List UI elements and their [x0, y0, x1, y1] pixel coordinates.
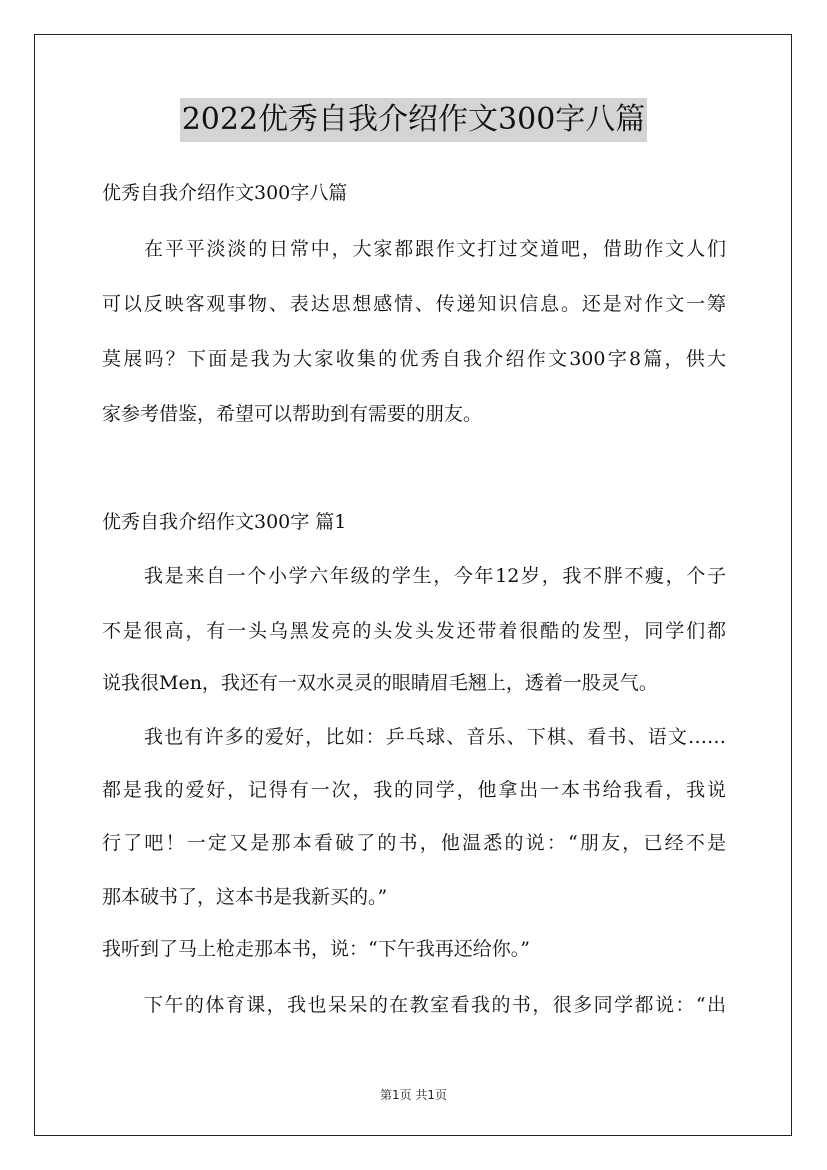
paragraph-line: 可以反映客观事物、表达思想感情、传递知识信息。还是对作文一筹 [102, 293, 726, 315]
paragraph-line: 在平平淡淡的日常中，大家都跟作文打过交道吧，借助作文人们 [144, 238, 726, 260]
paragraph-line: 都是我的爱好，记得有一次，我的同学，他拿出一本书给我看，我说 [102, 779, 726, 801]
paragraph-line: 下午的体育课，我也呆呆的在教室看我的书，很多同学都说：“出 [144, 994, 726, 1016]
paragraph-line: 行了吧！一定又是那本看破了的书，他温悉的说：“朋友，已经不是 [102, 832, 726, 854]
title-container [0, 98, 827, 142]
paragraph-line: 那本破书了，这本书是我新买的。” [102, 886, 388, 908]
section-heading: 优秀自我介绍作文300字 篇1 [102, 511, 347, 533]
paragraph-line: 家参考借鉴，希望可以帮助到有需要的朋友。 [102, 403, 483, 425]
paragraph-line: 我听到了马上枪走那本书，说：“下午我再还给你。” [102, 938, 530, 960]
subtitle-line: 优秀自我介绍作文300字八篇 [102, 182, 348, 204]
page-number: 第1页 共1页 [379, 1088, 448, 1102]
document-title: 2022优秀自我介绍作文300字八篇 [180, 98, 648, 142]
paragraph-line: 不是很高，有一头乌黑发亮的头发头发还带着很酷的发型，同学们都 [102, 620, 726, 642]
paragraph-line: 我是来自一个小学六年级的学生，今年12岁，我不胖不瘦，个子 [144, 565, 726, 587]
paragraph-line: 我也有许多的爱好，比如：乒乓球、音乐、下棋、看书、语文…… [144, 726, 726, 748]
paragraph-line: 莫展吗？下面是我为大家收集的优秀自我介绍作文300字8篇，供大 [102, 348, 726, 370]
paragraph-line: 说我很Men，我还有一双水灵灵的眼睛眉毛翘上，透着一股灵气。 [102, 672, 658, 694]
